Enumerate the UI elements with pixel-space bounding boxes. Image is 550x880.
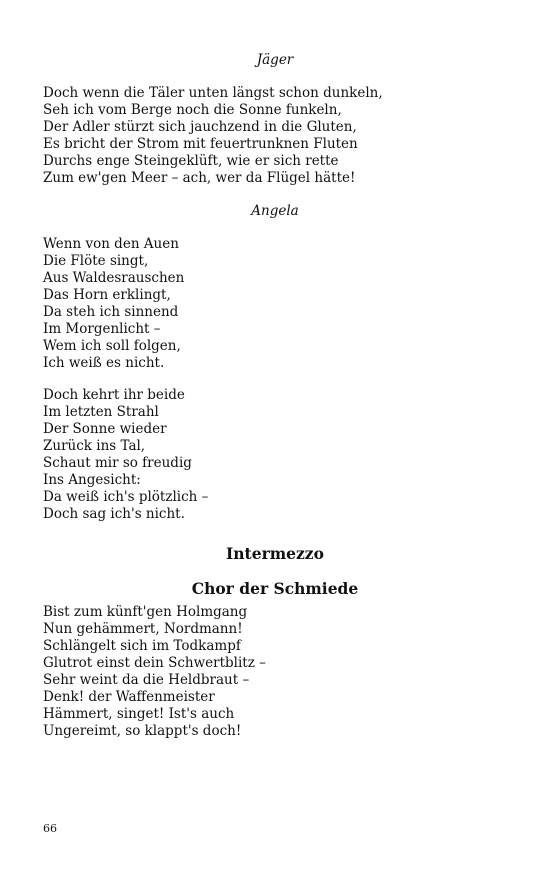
verse-line: Im Morgenlicht –: [43, 321, 161, 337]
section-subtitle: Chor der Schmiede: [191, 579, 359, 598]
verse-line: Wenn von den Auen: [43, 236, 179, 252]
verse-line: Zum ew'gen Meer – ach, wer da Flügel hätte!: [43, 170, 356, 186]
section-title: Intermezzo: [226, 544, 324, 563]
verse-line: Die Flöte singt,: [43, 253, 149, 269]
verse-line: Bist zum künft'gen Holmgang: [43, 604, 248, 620]
verse-line: Doch sag ich's nicht.: [43, 506, 185, 522]
verse-line: Das Horn erklingt,: [43, 287, 171, 303]
verse-line: Seh ich vom Berge noch die Sonne funkeln,: [43, 102, 342, 118]
verse-line: Hämmert, singet! Ist's auch: [43, 706, 235, 722]
verse-line: Da weiß ich's plötzlich –: [43, 489, 209, 505]
verse-line: Denk! der Waffenmeister: [43, 689, 215, 705]
verse-line: Ich weiß es nicht.: [43, 355, 165, 371]
verse-line: Im letzten Strahl: [43, 404, 159, 420]
verse-line: Ins Angesicht:: [43, 472, 141, 488]
speaker-angela: Angela: [251, 203, 299, 219]
stanza-jaeger: [43, 85, 513, 187]
verse-line: Zurück ins Tal,: [43, 438, 146, 454]
verse-line: Aus Waldesrauschen: [43, 270, 185, 286]
verse-line: Der Adler stürzt sich jauchzend in die Gluten,: [43, 119, 357, 135]
verse-line: Schlängelt sich im Todkampf: [43, 638, 241, 654]
verse-line: Da steh ich sinnend: [43, 304, 179, 320]
stanza-angela-2: [43, 387, 513, 523]
verse-line: Nun gehämmert, Nordmann!: [43, 621, 243, 637]
page-number: 66: [43, 822, 57, 835]
verse-line: Glutrot einst dein Schwertblitz –: [43, 655, 266, 671]
verse-line: Doch kehrt ihr beide: [43, 387, 185, 403]
stanza-angela-1: [43, 236, 513, 372]
verse-line: Durchs enge Steingeklüft, wie er sich rette: [43, 153, 339, 169]
stanza-chor-der-schmiede: [43, 604, 513, 740]
verse-line: Wem ich soll folgen,: [43, 338, 181, 354]
speaker-jaeger: Jäger: [256, 52, 294, 68]
verse-line: Ungereimt, so klappt's doch!: [43, 723, 242, 739]
verse-line: Doch wenn die Täler unten längst schon dunkeln,: [43, 85, 383, 101]
verse-line: Es bricht der Strom mit feuertrunknen Fluten: [43, 136, 358, 152]
verse-line: Schaut mir so freudig: [43, 455, 192, 471]
verse-line: Sehr weint da die Heldbraut –: [43, 672, 250, 688]
verse-line: Der Sonne wieder: [43, 421, 167, 437]
